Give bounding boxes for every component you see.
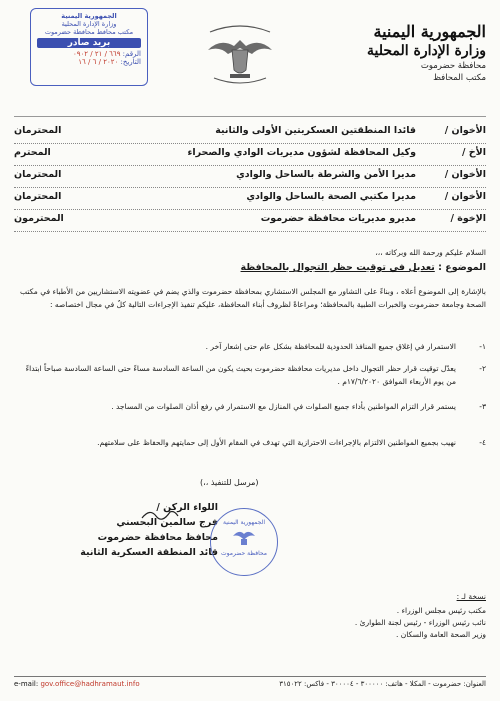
signatory-title-1: محافظ محافظة حضرموت [97,532,218,543]
ministry-title: وزارة الإدارة المحلية [367,43,486,59]
addressee-name: وكيل المحافظة لشؤون مديريات الوادي والصحراء [187,147,416,158]
addressee-row [14,210,486,232]
addressee-name: مديرا مكتبي الصحة بالساحل والوادي [246,191,416,202]
list-item [20,362,486,388]
seal-line-2: محافظة حضرموت [220,550,267,557]
header-divider [14,116,486,117]
list-item [20,340,486,353]
addressee-row [14,188,486,210]
stamp-line-1: الجمهورية اليمنية [61,12,117,20]
stamp-number: الرقم: ٦٦٩ / ٢١ / ٠٩٠٢ [72,50,141,58]
item-number: ٤- [479,438,486,447]
stamp-line-2: وزارة الإدارة المحلية [61,20,117,28]
official-seal [210,508,278,576]
addressee-list [14,122,486,232]
addressee-prefix: الأخوان / [444,191,486,202]
stamp-number-value: ٦٦٩ / ٢١ / ٠٩٠٢ [72,50,121,58]
item-number: ٢- [479,364,486,373]
addressee-honorific: المحترمون [14,213,64,224]
item-text: نهيب بجميع المواطنين الالتزام بالإجراءات الاحترازية التي تهدف في المقام الأول إلى حمايتهم والحفاظ على سلامتهم. [97,438,456,447]
footer-email [14,680,140,688]
item-text: يعدّل توقيت قرار حظر التجوال داخل مديريات محافظة حضرموت بحيث يكون من الساعة السادسة مساءً حتى الساعة السادسة صباحاً ابتداءً من يوم الأربعاء الموافق ١٧/٦/٢٠٢٠م . [25,364,456,386]
national-emblem-icon [200,20,280,90]
addressee-prefix: الأخوان / [444,169,486,180]
footer-address: العنوان: حضرموت - المكلا - هاتف: ٣٠٠٠٠٠ - ٣٠٠٠٠٤ - فاكس: ٣١٥٠٢٢ [279,680,486,688]
footer-email-label: e-mail: [14,680,39,688]
stamp-line-3: مكتب محافظ محافظة حضرموت [44,28,134,36]
footer-divider [14,676,486,677]
addressee-honorific: المحترمان [14,169,62,180]
subject-line [241,262,486,273]
list-item [20,400,486,413]
addressee-row [14,122,486,144]
stamp-date-value: ٢٠٢٠ / ٦ / ١٦ [78,58,119,66]
seal-line-1: الجمهورية اليمنية [222,519,265,526]
stamp-date: التاريخ: ٢٠٢٠ / ٦ / ١٦ [78,58,141,66]
republic-title: الجمهورية اليمنية [373,22,486,41]
addressee-prefix: الأخ / [462,147,486,158]
item-text: الاستمرار في إغلاق جميع المنافذ الحدودية للمحافظة بشكل عام حتى إشعار آخر . [205,342,456,351]
item-number: ١- [479,342,486,351]
governorate-title: محافظة حضرموت [420,61,486,71]
copy-recipient: نائب رئيس الوزراء - رئيس لجنة الطوارئ . [354,618,486,627]
addressee-honorific: المحترمان [14,191,62,202]
addressee-name: مديرو مديريات محافظة حضرموت [260,213,416,224]
signatory-title-2: قائد المنطقة العسكرية الثانية [80,547,218,558]
addressee-prefix: الأخوان / [444,125,486,136]
addressee-row [14,144,486,166]
body-paragraph: بالإشارة إلى الموضوع أعلاه ، وبناءً على التشاور مع المجلس الاستشاري بمحافظة حضرموت والذي يضم في عضويته الاستشاريين من الأطباء في مكتب الصحة وجامعة حضرموت والخبرات الطبية بالمحافظة؛ ومراعاةً لظروف أبناء المحافظة، عليكم تنفيذ الإجراءات التالية كلٌ في مجال اختصاصه : [20,287,486,309]
copy-recipient: وزير الصحة العامة والسكان . [395,630,486,639]
signature-block [48,500,218,560]
office-title: مكتب المحافظ [433,73,486,83]
addressee-prefix: الإخوة / [450,213,486,224]
signatory-rank: اللواء الركن / [156,502,218,513]
list-item [20,436,486,449]
stamp-title: بريد صادر [37,38,141,48]
signatory-name: فرج سالمين البحسني [116,517,218,528]
addressee-name: قائدا المنطقتين العسكريتين الأولى والثانية [215,125,416,136]
stamp-number-label: الرقم [125,50,141,58]
greeting: السلام عليكم ورحمة الله وبركاته ،،، [375,248,486,257]
for-execution-note: (مرسل للتنفيذ ،،) [200,478,259,487]
item-number: ٣- [479,402,486,411]
addressee-honorific: المحترمان [14,125,62,136]
seal-emblem-icon [231,526,257,548]
addressee-honorific: المحترم [14,147,51,158]
letterhead [336,22,486,84]
stamp-date-label: التاريخ [122,58,141,66]
copies-list [355,592,486,641]
copies-title: نسخة لـ : [456,592,486,601]
item-text: يستمر قرار التزام المواطنين بأداء جميع الصلوات في المنازل مع الاستمرار في رفع أذان الصلوات من المساجد . [111,402,456,411]
subject-label: الموضوع : [438,262,486,273]
footer-email-value[interactable]: gov.office@hadhramaut.info [40,680,140,688]
addressee-name: مديرا الأمن والشرطة بالساحل والوادي [236,169,416,180]
subject-text: تعديل في توقيت حظر التجوال بالمحافظة [240,262,435,273]
addressee-row [14,166,486,188]
copy-recipient: مكتب رئيس مجلس الوزراء . [396,606,486,615]
outgoing-mail-stamp [30,8,148,86]
